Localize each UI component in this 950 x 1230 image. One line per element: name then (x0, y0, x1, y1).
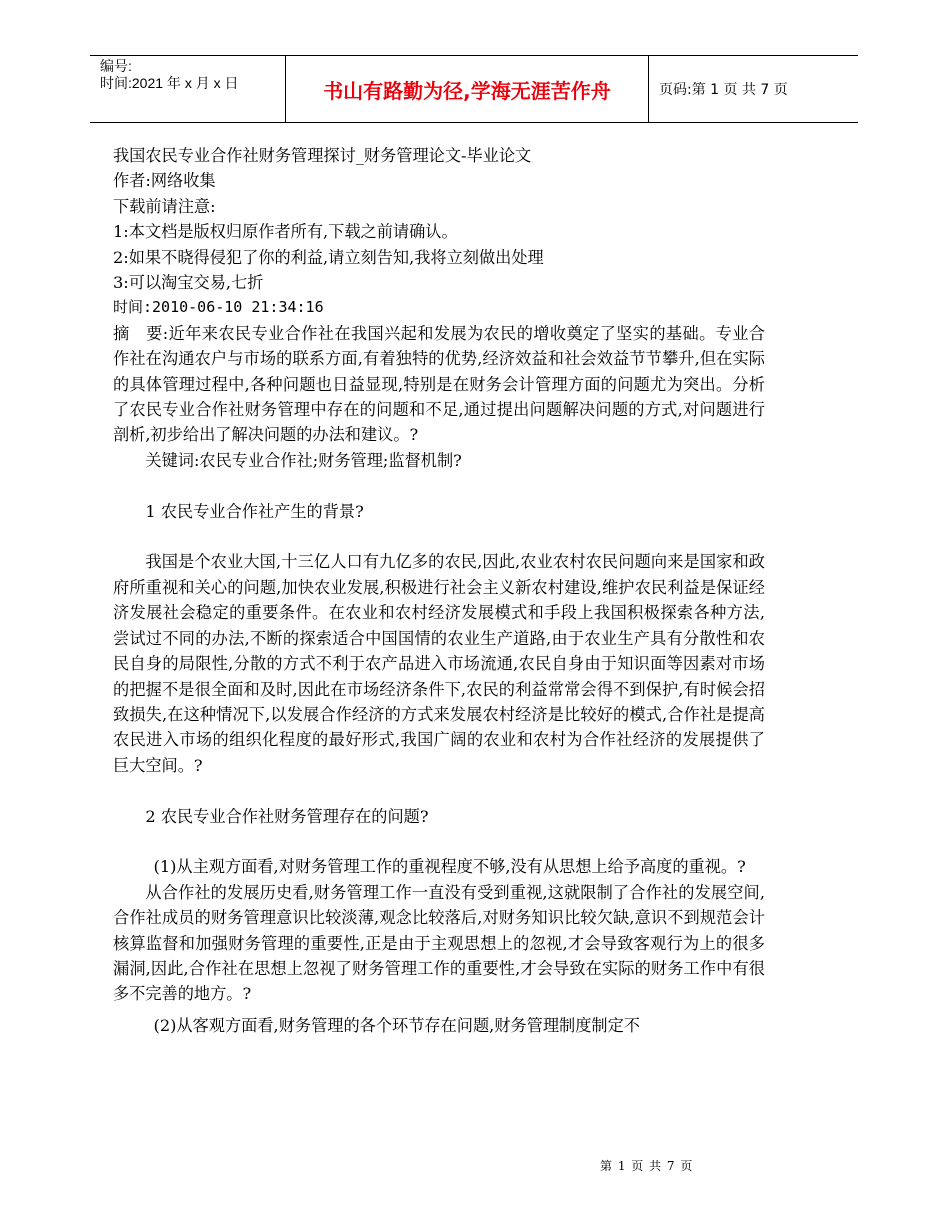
article-keywords: 关键词:农民专业合作社;财务管理;监督机制? (145, 450, 462, 470)
article-abstract: 摘 要:近年来农民专业合作社在我国兴起和发展为农民的增收奠定了坚实的基础。专业合作社在沟通农户与市场的联系方面,有着独特的优势,经济效益和社会效益节节攀升,但在实际的具体管理过程中,各种问题也日益显现,特别是在财务会计管理方面的问题尤为突出。分析了农民专业合作社财务管理中存在的问题和不足,通过提出问题解决问题的方式,对问题进行剖析,初步给出了解决问题的办法和建议。? (113, 323, 765, 445)
download-notice-heading: 下载前请注意: (113, 196, 216, 216)
section-heading: 2 农民专业合作社财务管理存在的问题? (145, 806, 429, 826)
section-heading: 1 农民专业合作社产生的背景? (145, 501, 364, 521)
article-title: 我国农民专业合作社财务管理探讨_财务管理论文-毕业论文 (113, 146, 532, 165)
subsection-heading: (1)从主观方面看,对财务管理工作的重视程度不够,没有从思想上给予高度的重视。? (153, 857, 746, 877)
notice-item: 1:本文档是版权归原作者所有,下载之前请确认。 (113, 222, 458, 242)
subsection-heading: (2)从客观方面看,财务管理的各个环节存在问题,财务管理制度制定不 (153, 1015, 640, 1035)
article-body (113, 143, 765, 1038)
header-page-info: 页码:第 1 页 共 7 页 (659, 82, 788, 98)
section-paragraph: 从合作社的发展历史看,财务管理工作一直没有受到重视,这就限制了合作社的发展空间,合作社成员的财务管理意识比较淡薄,观念比较落后,对财务知识比较欠缺,意识不到规范会计核算监督和加强财务管理的重要性,正是由于主观思想上的忽视,才会导致客观行为上的很多漏洞,因此,合作社在思想上忽视了财务管理工作的重要性,才会导致在实际的财务工作中有很多不完善的地方。? (113, 882, 765, 1004)
header-motto: 书山有路勤为径,学海无涯苦作舟 (323, 78, 611, 103)
notice-item: 3:可以淘宝交易,七折 (113, 273, 264, 293)
document-number-label: 编号: (100, 58, 132, 74)
article-author: 作者:网络收集 (113, 171, 216, 191)
page-header (90, 55, 858, 123)
page-footer: 第 1 页 共 7 页 (600, 1159, 694, 1173)
header-meta (100, 58, 278, 92)
notice-item: 2:如果不晓得侵犯了你的利益,请立刻告知,我将立刻做出处理 (113, 247, 544, 267)
document-time-label: 时间:2021 年 x 月 x 日 (100, 75, 239, 91)
article-time: 时间:2010-06-10 21:34:16 (113, 298, 324, 317)
section-paragraph: 我国是个农业大国,十三亿人口有九亿多的农民,因此,农业农村农民问题向来是国家和政府所重视和关心的问题,加快农业发展,积极进行社会主义新农村建设,维护农民利益是保证经济发展社会稳定的重要条件。在农业和农村经济发展模式和手段上我国积极探索各种方法,尝试过不同的办法,不断的探索适合中国国情的农业生产道路,由于农业生产具有分散性和农民自身的局限性,分散的方式不利于农产品进入市场流通,农民自身由于知识面等因素对市场的把握不是很全面和及时,因此在市场经济条件下,农民的利益常常会得不到保护,有时候会招致损失,在这种情况下,以发展合作经济的方式来发展农村经济是比较好的模式,合作社是提高农民进入市场的组织化程度的最好形式,我国广阔的农业和农村为合作社经济的发展提供了巨大空间。? (113, 552, 765, 775)
